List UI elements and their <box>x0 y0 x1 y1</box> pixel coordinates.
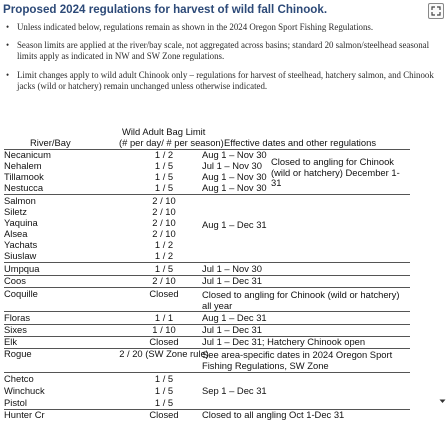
bag-limit: 1 / 5 <box>154 182 174 193</box>
dates-floras: Aug 1 – Dec 31 <box>202 312 267 323</box>
scroll-down-icon[interactable] <box>439 392 446 399</box>
dates-tillamook: Aug 1 – Nov 30 <box>202 171 267 182</box>
river-name: Coos <box>4 275 26 286</box>
bag-limit: 1 / 2 <box>154 149 174 160</box>
river-name: Chetco <box>4 373 34 384</box>
river-name: Nehalem <box>4 160 42 171</box>
bag-limit: 1 / 10 <box>152 324 176 335</box>
bag-limit: 1 / 2 <box>154 250 174 261</box>
river-name: Tillamook <box>4 171 44 182</box>
bag-limit: Closed <box>149 409 179 420</box>
river-name: Siuslaw <box>4 250 37 261</box>
dates-rogue: See area-specific dates in 2024 Oregon Sport Fishing Regulations, SW Zone <box>202 349 393 372</box>
bullet-item: • Limit changes apply to wild adult Chinook only – regulations for harvest of steelhead, hatchery salmon, and Chinook jacks (wild or hatchery) remain unchanged unless otherwise indicated. <box>4 70 442 92</box>
bag-limit: Closed <box>149 336 179 347</box>
dates-south-coast: Sep 1 – Dec 31 <box>202 385 267 396</box>
river-name: Yachats <box>4 239 38 250</box>
bag-limit: 2 / 10 <box>152 275 176 286</box>
bullet-item: • Season limits are applied at the river/bay scale, not aggregated across basins; standard 20 salmon/steelhead seasonal limits apply as indicated in NW and SW Zone regulations. <box>4 40 442 62</box>
bag-limit: 2 / 10 <box>152 217 176 228</box>
bag-limit: 1 / 5 <box>154 385 174 396</box>
dates-hunter-cr: Closed to all angling Oct 1-Dec 31 <box>202 409 345 420</box>
river-name: Necanicum <box>4 149 51 160</box>
bag-limit: 1 / 5 <box>154 263 174 274</box>
bag-limit: Closed <box>149 288 179 299</box>
bag-limit: 1 / 5 <box>154 397 174 408</box>
river-name: Alsea <box>4 228 28 239</box>
river-name: Yaquina <box>4 217 38 228</box>
page-title: Proposed 2024 regulations for harvest of wild fall Chinook. <box>3 3 328 16</box>
river-name: Salmon <box>4 195 36 206</box>
river-name: Winchuck <box>4 385 45 396</box>
bag-limit: 1 / 5 <box>154 373 174 384</box>
bag-limit: 1 / 5 <box>154 171 174 182</box>
dates-sixes: Jul 1 – Dec 31 <box>202 324 262 335</box>
river-name: Hunter Cr <box>4 409 45 420</box>
dates-umpqua: Jul 1 – Nov 30 <box>202 263 262 274</box>
dates-necanicum: Aug 1 – Nov 30 <box>202 149 267 160</box>
river-name: Umpqua <box>4 263 40 274</box>
bag-limit: 1 / 1 <box>154 312 174 323</box>
dates-elk: Jul 1 – Dec 31; Hatchery Chinook open <box>202 336 366 347</box>
bag-limit: 2 / 10 <box>152 195 176 206</box>
dates-coos: Jul 1 – Dec 31 <box>202 275 262 286</box>
river-name: Pistol <box>4 397 27 408</box>
col-header-limit-sub: (# per day/ # per season) <box>119 137 224 148</box>
bag-limit: 1 / 5 <box>154 160 174 171</box>
bag-limit: 2 / 10 <box>152 228 176 239</box>
river-name: Sixes <box>4 324 27 335</box>
expand-icon[interactable] <box>428 3 444 19</box>
row-divider <box>4 287 410 288</box>
river-name: Coquille <box>4 288 38 299</box>
river-name: Elk <box>4 336 18 347</box>
dates-nestucca: Aug 1 – Nov 30 <box>202 182 267 193</box>
bag-limit: 2 / 10 <box>152 206 176 217</box>
row-divider <box>4 372 410 373</box>
dates-central-coast: Aug 1 – Dec 31 <box>202 219 267 230</box>
col-header-river: River/Bay <box>30 137 71 148</box>
river-name: Siletz <box>4 206 27 217</box>
north-coast-note: Closed to angling for Chinook (wild or hatchery) December 1-31 <box>271 156 400 189</box>
row-divider <box>4 194 410 195</box>
bag-limit: 1 / 2 <box>154 239 174 250</box>
col-header-limit: Wild Adult Bag Limit <box>122 126 206 137</box>
river-name: Floras <box>4 312 31 323</box>
bag-limit: 2 / 20 (SW Zone rule) <box>119 348 209 359</box>
col-header-dates: Effective dates and other regulations <box>224 137 377 148</box>
river-name: Nestucca <box>4 182 44 193</box>
bullet-item: • Unless indicated below, regulations remain as shown in the 2024 Oregon Sport Fishing Regulations. <box>4 22 442 33</box>
dates-coquille: Closed to angling for Chinook (wild or hatchery) all year <box>202 289 400 312</box>
river-name: Rogue <box>4 348 32 359</box>
dates-nehalem: Jul 1 – Nov 30 <box>202 160 262 171</box>
bullet-list <box>4 22 442 99</box>
